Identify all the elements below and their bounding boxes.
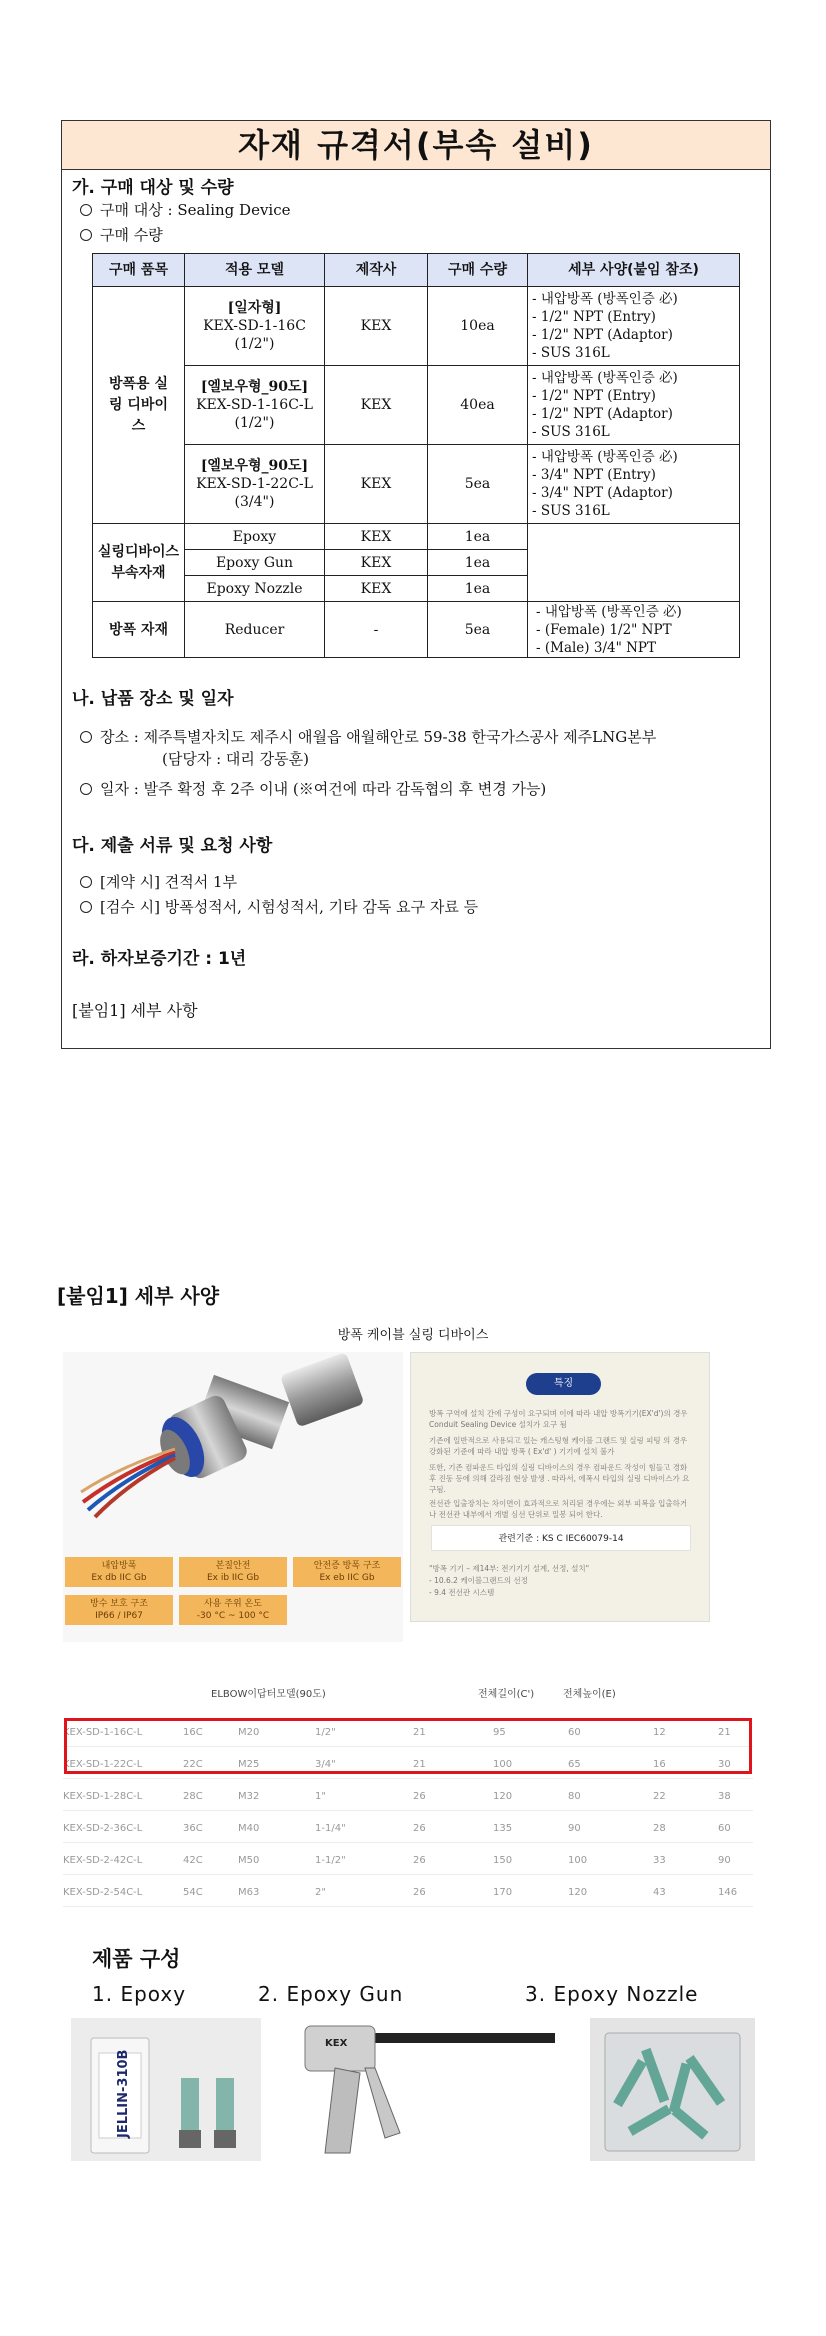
product-image-panel <box>63 1352 403 1642</box>
maker-cell: KEX <box>325 366 428 445</box>
dimension-row <box>63 1783 753 1811</box>
dimension-cell: 33 <box>653 1855 666 1866</box>
submit-doc-1: [계약 시] 견적서 1부 <box>80 871 237 892</box>
dimension-cell: 120 <box>568 1887 588 1898</box>
dimension-cell: 54C <box>183 1887 203 1898</box>
model-cell: Epoxy Gun <box>185 550 325 576</box>
dimension-cell: 170 <box>493 1887 513 1898</box>
document-title: 자재 규격서(부속 설비) <box>62 121 770 170</box>
table-header: 구매 수량 <box>428 254 528 287</box>
delivery-date: 일자 : 발주 확정 후 2주 이내 (※여건에 따라 감독협의 후 변경 가능) <box>80 778 546 799</box>
circle-bullet-icon <box>80 901 92 913</box>
model-cell: Reducer <box>185 602 325 658</box>
composition-item-epoxy-nozzle: 3. Epoxy Nozzle <box>525 1982 699 2006</box>
dimension-cell: M40 <box>238 1823 260 1834</box>
attachment-heading: [붙임1] 세부 사양 <box>57 1284 220 1308</box>
maker-cell: KEX <box>325 445 428 524</box>
dimension-cell: 65 <box>568 1759 581 1770</box>
spec-cell: - 내압방폭 (방폭인증 必) - 3/4" NPT (Entry) - 3/4" NPT (Adaptor) - SUS 316L <box>528 445 740 524</box>
qty-cell: 1ea <box>428 550 528 576</box>
dimension-table-header: 전체길이(C') <box>478 1689 535 1700</box>
table-header-row <box>93 254 740 287</box>
dimension-cell: 120 <box>493 1791 513 1802</box>
dimension-cell: 38 <box>718 1791 731 1802</box>
dimension-cell: 2" <box>315 1887 326 1898</box>
features-panel <box>410 1352 710 1622</box>
epoxy-brand-label: JELLIN-310B <box>116 2049 131 2138</box>
features-label: 특징 <box>526 1373 601 1395</box>
spec-cell: - 내압방폭 (방폭인증 必) - (Female) 1/2" NPT - (Male) 3/4" NPT <box>528 602 740 658</box>
badge-temperature: 사용 주위 온도 -30 °C ~ 100 °C <box>179 1595 287 1625</box>
dimension-row <box>63 1815 753 1843</box>
highlight-box <box>64 1718 752 1774</box>
dimension-cell: 28 <box>653 1823 666 1834</box>
dimension-cell: 42C <box>183 1855 203 1866</box>
circle-bullet-icon <box>80 204 92 216</box>
circle-bullet-icon <box>80 229 92 241</box>
dimension-cell: 26 <box>413 1855 426 1866</box>
dimension-cell: M32 <box>238 1791 260 1802</box>
note-item: - 9.4 전선관 시스템 <box>429 1588 495 1597</box>
feature-item: 또한, 기존 컴파운드 타입의 실링 디바이스의 경우 컴파운드 작성이 힘들고 경화 후 진동 등에 의해 갈라짐 현상 발생 . 따라서, 에폭시 타입의 실링 디바이스가 요구됨. <box>429 1463 690 1494</box>
badge-intrinsic-safety: 본질안전 Ex ib IIC Gb <box>179 1557 287 1587</box>
feature-item: 전선관 입출장치는 차이면이 효과적으로 처리된 경우에는 외부 피복을 입출하거나 전선관 내부에서 개별 심선 단위로 밀봉 되어 한다. <box>429 1499 688 1519</box>
table-header: 세부 사양(붙임 참조) <box>528 254 740 287</box>
delivery-contact: (담당자 : 대리 강동훈) <box>162 750 309 768</box>
section-ga-heading: 가. 구매 대상 및 수량 <box>72 178 234 198</box>
standard-box: 관련기준 : KS C IEC60079-14 <box>431 1525 691 1551</box>
dimension-cell: KEX-SD-1-22C-L <box>63 1759 143 1770</box>
dimension-cell: 1/2" <box>315 1727 336 1738</box>
dimension-row <box>63 1847 753 1875</box>
dimension-cell: 90 <box>568 1823 581 1834</box>
maker-cell: KEX <box>325 287 428 366</box>
model-cell: Epoxy <box>185 524 325 550</box>
qty-cell: 40ea <box>428 366 528 445</box>
maker-cell: KEX <box>325 524 428 550</box>
qty-cell: 1ea <box>428 524 528 550</box>
dimension-cell: 26 <box>413 1887 426 1898</box>
purchase-quantity: 구매 수량 <box>80 224 163 245</box>
table-row <box>93 524 740 550</box>
feature-item: 방폭 구역에 설치 간에 구성이 요구되며 이에 따라 내압 방폭기기(EX'd')의 경우 Conduit Sealing Device 설치가 요구 됨 <box>429 1409 688 1429</box>
table-header: 적용 모델 <box>185 254 325 287</box>
circle-bullet-icon <box>80 731 92 743</box>
qty-cell: 10ea <box>428 287 528 366</box>
composition-item-epoxy: 1. Epoxy <box>92 1982 187 2006</box>
epoxy-photo <box>71 2018 261 2161</box>
composition-item-epoxy-gun: 2. Epoxy Gun <box>258 1982 404 2006</box>
dimension-cell: 1-1/4" <box>315 1823 346 1834</box>
table-row <box>93 287 740 366</box>
purchase-table <box>92 253 740 658</box>
dimension-cell: 80 <box>568 1791 581 1802</box>
dimension-cell: 90 <box>718 1855 731 1866</box>
note-item: "방폭 기기 – 제14부: 전기기기 설계, 선정, 설치" <box>429 1564 590 1573</box>
dimension-cell: 26 <box>413 1823 426 1834</box>
dimension-cell: KEX-SD-2-54C-L <box>63 1887 143 1898</box>
epoxy-gun-photo <box>275 2018 575 2161</box>
dimension-cell: 60 <box>718 1823 731 1834</box>
composition-title: 제품 구성 <box>92 1947 181 1971</box>
model-cell: [엘보우형_90도] KEX-SD-1-16C-L (1/2") <box>185 366 325 445</box>
section-na-heading: 나. 납품 장소 및 일자 <box>72 689 234 709</box>
dimension-row <box>63 1879 753 1907</box>
dimension-cell: 22C <box>183 1759 203 1770</box>
dimension-cell: 36C <box>183 1823 203 1834</box>
dimension-cell: KEX-SD-1-28C-L <box>63 1791 143 1802</box>
badge-increased-safety: 안전증 방폭 구조 Ex eb IIC Gb <box>293 1557 401 1587</box>
qty-cell: 1ea <box>428 576 528 602</box>
submit-doc-2: [검수 시] 방폭성적서, 시험성적서, 기타 감독 요구 자료 등 <box>80 896 478 917</box>
feature-item: 기존에 일반적으로 사용되고 있는 캐스팅형 케이블 그랜드 및 실링 피팅 의 경우 강화된 기준에 따라 내압 방폭 ( Ex'd' ) 기기에 설치 불가 <box>429 1436 688 1456</box>
image-title: 방폭 케이블 실링 디바이스 <box>337 1328 489 1343</box>
circle-bullet-icon <box>80 783 92 795</box>
dimension-cell: 150 <box>493 1855 513 1866</box>
purchase-target: 구매 대상 : Sealing Device <box>80 199 291 220</box>
spec-cell: - 내압방폭 (방폭인증 必) - 1/2" NPT (Entry) - 1/2" NPT (Adaptor) - SUS 316L <box>528 287 740 366</box>
dimension-cell: 21 <box>413 1727 426 1738</box>
group-cell: 방폭용 실링 디바이스 <box>93 287 185 524</box>
dimension-cell: 135 <box>493 1823 513 1834</box>
gun-brand-label: KEX <box>325 2038 348 2049</box>
section-ra-heading: 라. 하자보증기간 : 1년 <box>72 949 247 969</box>
dimension-cell: 12 <box>653 1727 666 1738</box>
table-row <box>93 366 740 445</box>
dimension-cell: 3/4" <box>315 1759 336 1770</box>
attachment-reference: [붙임1] 세부 사항 <box>72 1001 198 1020</box>
maker-cell: KEX <box>325 550 428 576</box>
group-cell: 실링디바이스 부속자재 <box>93 524 185 602</box>
dimension-table-header: ELBOW이답터모델(90도) <box>211 1689 326 1700</box>
dimension-cell: M20 <box>238 1727 260 1738</box>
dimension-cell: 26 <box>413 1791 426 1802</box>
dimension-cell: 146 <box>718 1887 738 1898</box>
dimension-cell: 16 <box>653 1759 666 1770</box>
section-da-heading: 다. 제출 서류 및 요청 사항 <box>72 836 273 856</box>
table-row <box>93 445 740 524</box>
dimension-cell: 22 <box>653 1791 666 1802</box>
epoxy-nozzle-photo <box>590 2018 755 2161</box>
dimension-cell: M50 <box>238 1855 260 1866</box>
dimension-cell: 30 <box>718 1759 731 1770</box>
dimension-cell: KEX-SD-2-42C-L <box>63 1855 143 1866</box>
badge-ip-rating: 방수 보호 구조 IP66 / IP67 <box>65 1595 173 1625</box>
dimension-cell: 95 <box>493 1727 506 1738</box>
spec-sheet <box>61 120 771 1049</box>
model-cell: Epoxy Nozzle <box>185 576 325 602</box>
spec-cell-empty <box>528 524 740 602</box>
dimension-cell: 60 <box>568 1727 581 1738</box>
qty-cell: 5ea <box>428 445 528 524</box>
note-item: - 10.6.2 케이블그랜드의 선정 <box>429 1576 528 1585</box>
model-cell: [일자형] KEX-SD-1-16C (1/2") <box>185 287 325 366</box>
dimension-cell: M25 <box>238 1759 260 1770</box>
dimension-cell: 28C <box>183 1791 203 1802</box>
spec-cell: - 내압방폭 (방폭인증 必) - 1/2" NPT (Entry) - 1/2" NPT (Adaptor) - SUS 316L <box>528 366 740 445</box>
table-header: 구매 품목 <box>93 254 185 287</box>
maker-cell: KEX <box>325 576 428 602</box>
delivery-place: 장소 : 제주특별자치도 제주시 애월읍 애월해안로 59-38 한국가스공사 제주LNG본부 <box>80 726 656 747</box>
dimension-cell: 43 <box>653 1887 666 1898</box>
table-row <box>93 602 740 658</box>
maker-cell: - <box>325 602 428 658</box>
sealing-device-image <box>63 1352 403 1552</box>
dimension-cell: 100 <box>493 1759 513 1770</box>
badge-flameproof: 내압방폭 Ex db IIC Gb <box>65 1557 173 1587</box>
dimension-cell: 21 <box>413 1759 426 1770</box>
dimension-cell: 1-1/2" <box>315 1855 346 1866</box>
group-cell: 방폭 자재 <box>93 602 185 658</box>
dimension-cell: M63 <box>238 1887 260 1898</box>
table-header: 제작사 <box>325 254 428 287</box>
circle-bullet-icon <box>80 876 92 888</box>
qty-cell: 5ea <box>428 602 528 658</box>
model-cell: [엘보우형_90도] KEX-SD-1-22C-L (3/4") <box>185 445 325 524</box>
dimension-cell: 21 <box>718 1727 731 1738</box>
dimension-cell: 16C <box>183 1727 203 1738</box>
dimension-cell: KEX-SD-2-36C-L <box>63 1823 143 1834</box>
dimension-cell: 1" <box>315 1791 326 1802</box>
dimension-cell: KEX-SD-1-16C-L <box>63 1727 143 1738</box>
dimension-cell: 100 <box>568 1855 588 1866</box>
dimension-table-header: 전체높이(E) <box>563 1689 616 1700</box>
